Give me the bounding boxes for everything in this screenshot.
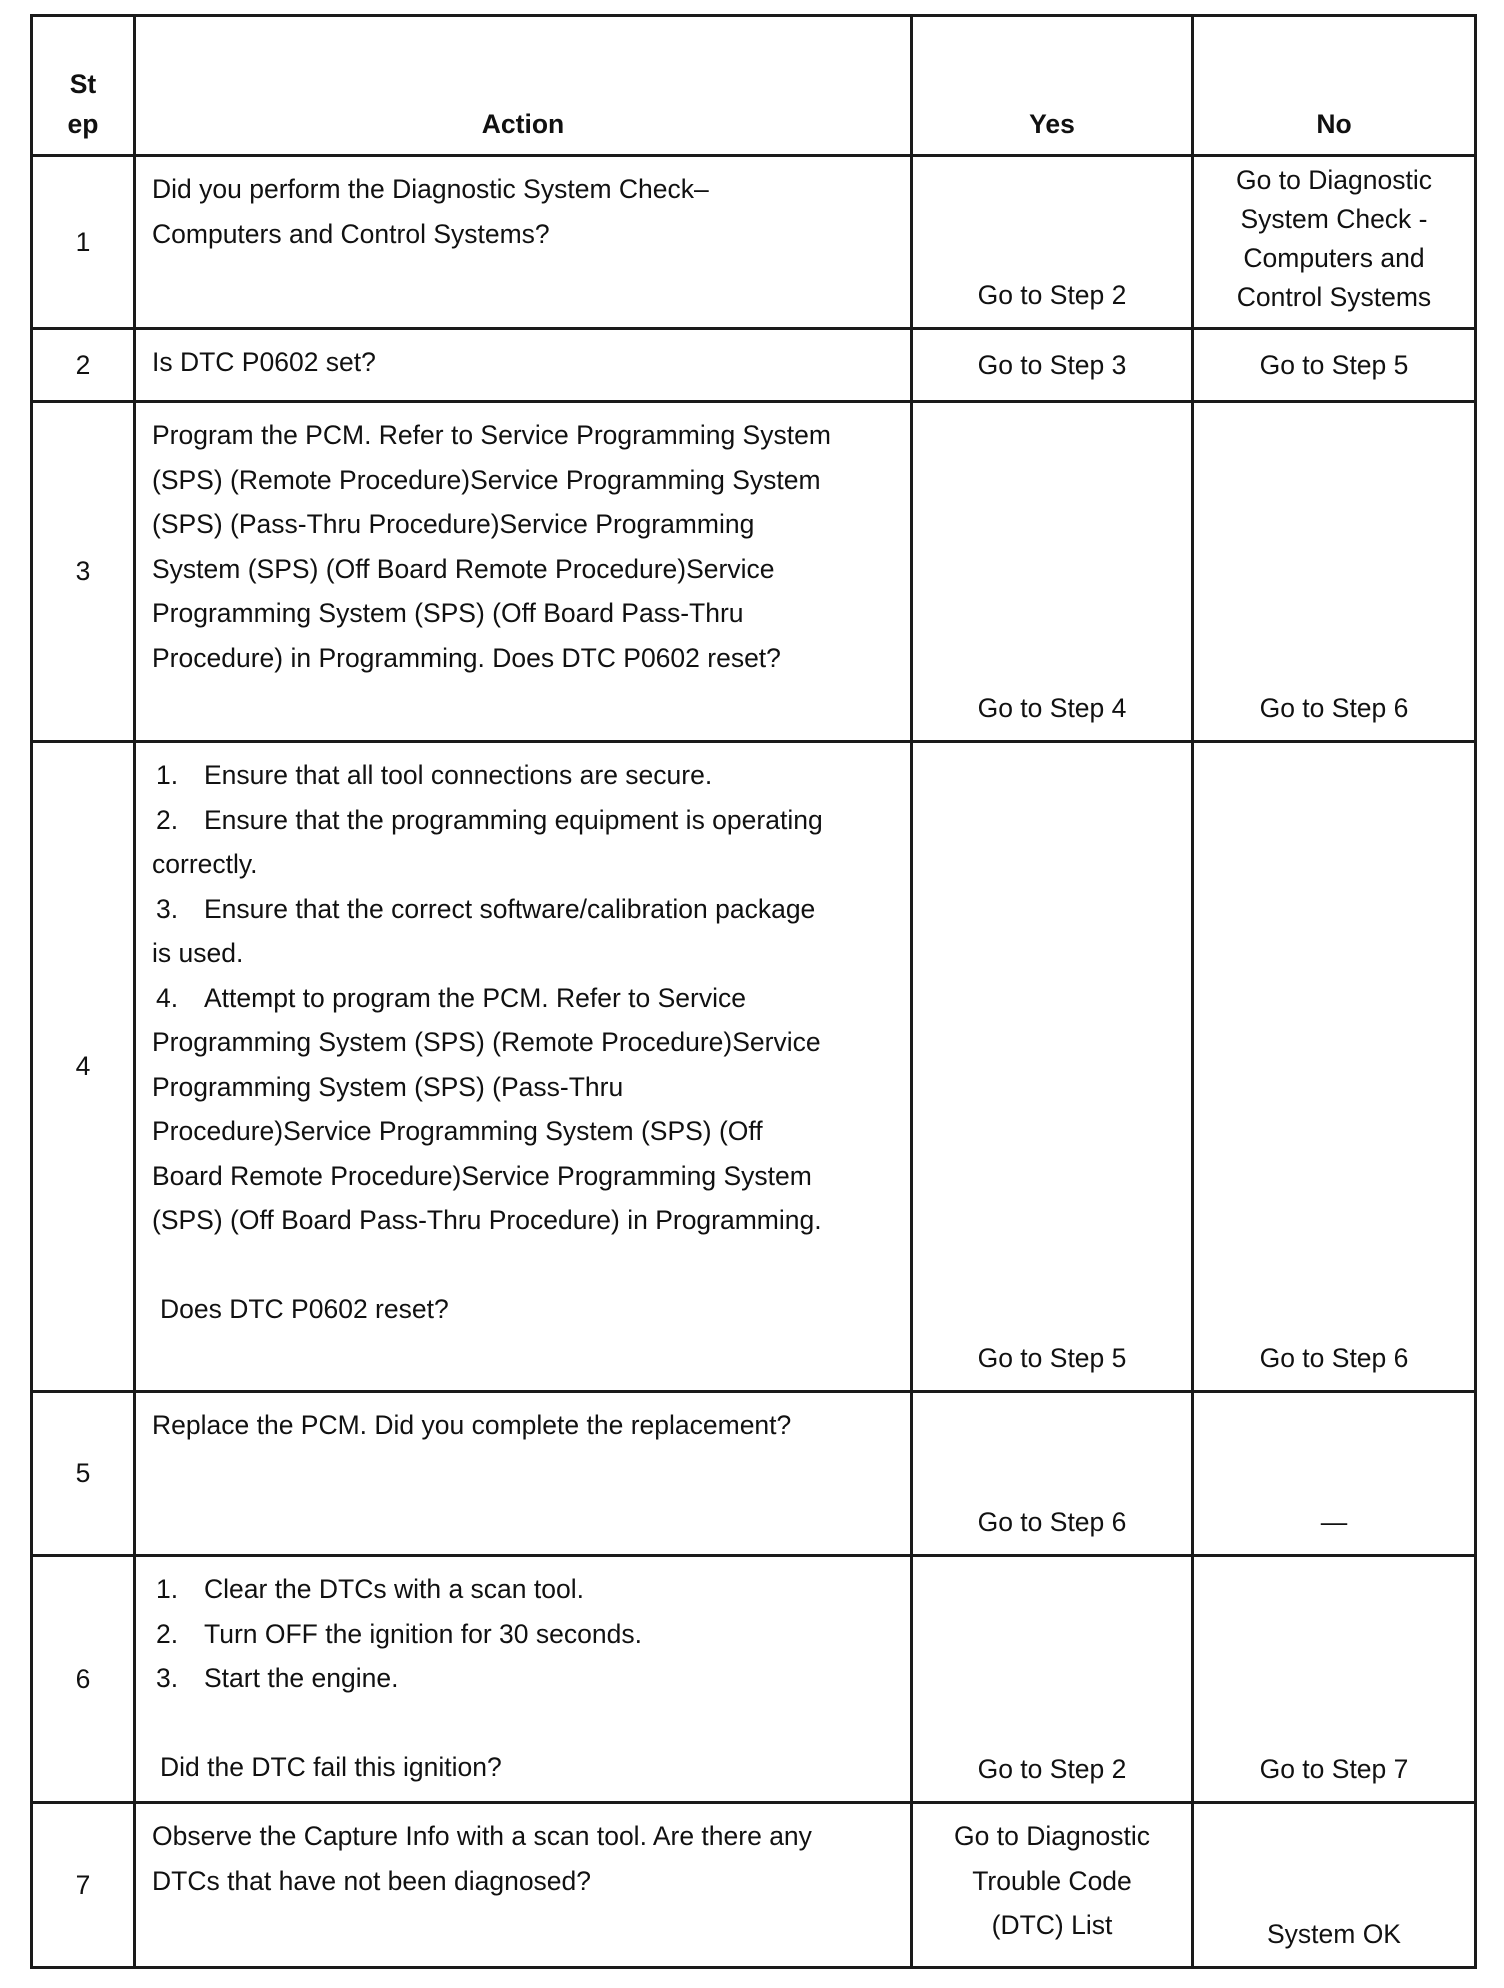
table-row — [32, 1803, 1476, 1968]
step-number: 4 — [32, 742, 135, 1392]
step-number: 2 — [32, 329, 135, 402]
yes-result: Go to Step 5 — [912, 742, 1193, 1392]
list-item: 1. Clear the DTCs with a scan tool. — [156, 1574, 584, 1604]
no-result: Go to Step 6 — [1193, 742, 1476, 1392]
no-result: Go to Step 5 — [1193, 329, 1476, 402]
yes-result: Go to Step 6 — [912, 1392, 1193, 1556]
step-number: 3 — [32, 402, 135, 742]
list-item: 2. Ensure that the programming equipment is operating correctly. — [152, 804, 823, 879]
table-row — [32, 1392, 1476, 1556]
step-number: 6 — [32, 1556, 135, 1803]
header-action: Action — [135, 16, 912, 156]
yes-result: Go to Step 4 — [912, 402, 1193, 742]
no-result: Go to Diagnostic System Check - Computers and Control Systems — [1193, 156, 1476, 329]
no-result: Go to Step 6 — [1193, 402, 1476, 742]
no-result: Go to Step 7 — [1193, 1556, 1476, 1803]
action-text: Observe the Capture Info with a scan tool. Are there any DTCs that have not been diagnosed? — [135, 1803, 912, 1968]
action-list — [135, 742, 912, 1392]
action-text: Program the PCM. Refer to Service Programming System (SPS) (Remote Procedure)Service Programming System (SPS) (Pass-Thru Procedure)Service Programming System (SPS) (Off Board Remote Procedure)Service Programming System (SPS) (Off Board Pass-Thru Procedure) in Programming. Does DTC P0602 reset? — [135, 402, 912, 742]
yes-result: Go to Step 2 — [912, 156, 1193, 329]
action-list — [135, 1556, 912, 1803]
list-item: 3. Start the engine. — [156, 1663, 399, 1693]
action-question: Does DTC P0602 reset? — [160, 1293, 449, 1324]
no-result: — — [1193, 1392, 1476, 1556]
list-item: 2. Turn OFF the ignition for 30 seconds. — [156, 1618, 642, 1649]
table-row — [32, 329, 1476, 402]
action-text: Is DTC P0602 set? — [135, 329, 912, 402]
yes-result: Go to Diagnostic Trouble Code (DTC) List — [912, 1803, 1193, 1968]
header-yes: Yes — [912, 16, 1193, 156]
list-item: 1. Ensure that all tool connections are secure. — [156, 760, 713, 790]
table-row — [32, 156, 1476, 329]
yes-result: Go to Step 2 — [912, 1556, 1193, 1803]
yes-result: Go to Step 3 — [912, 329, 1193, 402]
table-row — [32, 402, 1476, 742]
action-text: Replace the PCM. Did you complete the replacement? — [135, 1392, 912, 1556]
table-row — [32, 742, 1476, 1392]
header-step: St ep — [32, 16, 135, 156]
step-number: 5 — [32, 1392, 135, 1556]
table-row — [32, 1556, 1476, 1803]
header-no: No — [1193, 16, 1476, 156]
step-number: 1 — [32, 156, 135, 329]
header-row — [32, 16, 1476, 156]
list-item: 4. Attempt to program the PCM. Refer to Service Programming System (SPS) (Remote Procedure)Service Programming System (SPS) (Pass-Thru Procedure)Service Programming System (SPS) (Off Board Remote Procedure)Service Programming System (SPS) (Off Board Pass-Thru Procedure) in Programming. — [152, 982, 822, 1235]
step-number: 7 — [32, 1803, 135, 1968]
action-text: Did you perform the Diagnostic System Check–Computers and Control Systems? — [135, 156, 912, 329]
diagnostic-table — [30, 14, 1477, 1969]
no-result: System OK — [1193, 1803, 1476, 1968]
list-item: 3. Ensure that the correct software/calibration package is used. — [152, 893, 816, 968]
action-question: Did the DTC fail this ignition? — [160, 1751, 502, 1782]
